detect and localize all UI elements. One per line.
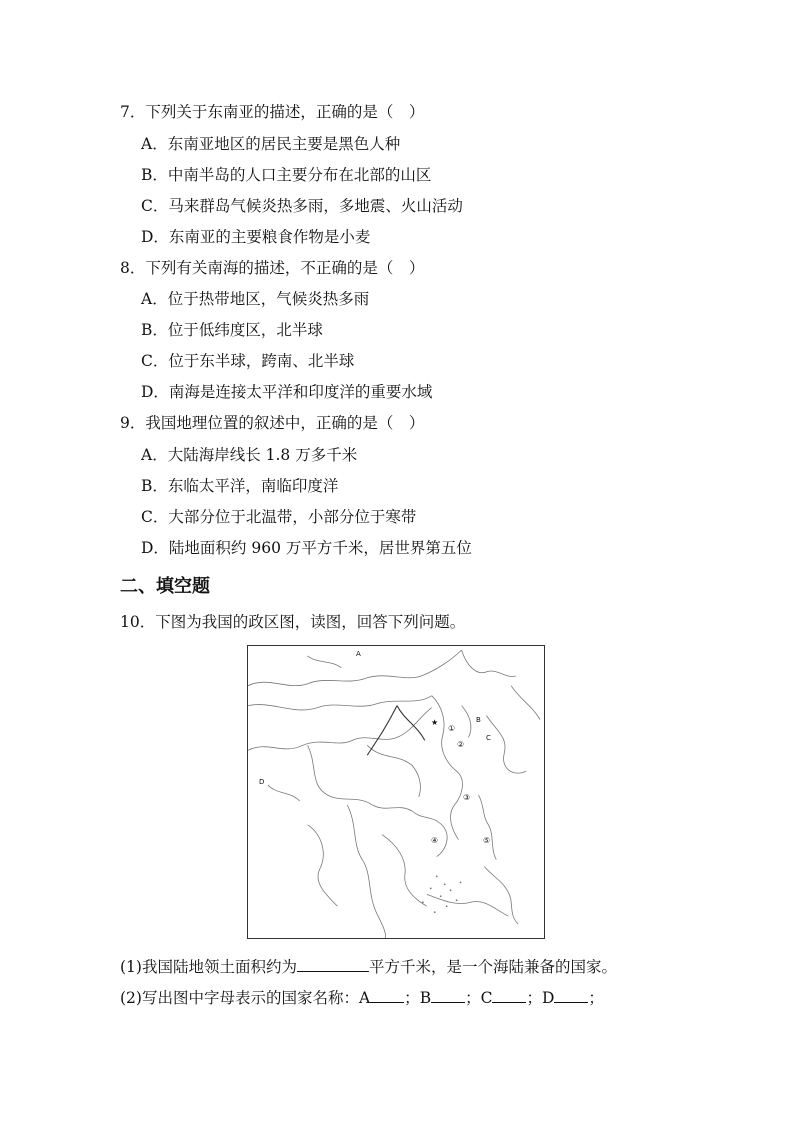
sub-2-label-b: B bbox=[419, 989, 432, 1007]
map-letter-b: B bbox=[476, 716, 481, 724]
sub-1-suffix: 平方千米，是一个海陆兼备的国家。 bbox=[368, 958, 617, 976]
question-8-option-d: D．南海是连接太平洋和印度洋的重要水域 bbox=[141, 383, 433, 401]
question-9-option-a: A．大陆海岸线长 1.8 万多千米 bbox=[141, 446, 358, 464]
sub-2-label-d: D bbox=[541, 989, 555, 1007]
question-8-option-a: A．位于热带地区，气候炎热多雨 bbox=[141, 290, 370, 308]
map-label-5: ⑤ bbox=[483, 836, 491, 845]
sub-2-prefix: (2)写出图中字母表示的国家名称： bbox=[120, 989, 359, 1007]
question-8-option-c: C．位于东半球，跨南、北半球 bbox=[141, 352, 355, 370]
map-label-2: ② bbox=[457, 740, 465, 749]
question-10-sub-2 bbox=[120, 987, 604, 1008]
question-10-stem: 10．下图为我国的政区图，读图，回答下列问题。 bbox=[120, 613, 466, 631]
map-label-3: ③ bbox=[463, 793, 471, 802]
sub-1-prefix: (1)我国陆地领土面积约为 bbox=[120, 958, 297, 976]
map-letter-d: D bbox=[259, 778, 265, 786]
sub-2-sep-4: ； bbox=[588, 989, 604, 1007]
sub-2-label-a: A bbox=[358, 989, 371, 1007]
section-title: 二、填空题 bbox=[120, 576, 210, 597]
question-7-stem: 7．下列关于东南亚的描述，正确的是（ ） bbox=[120, 103, 425, 121]
answer-blank-c[interactable] bbox=[492, 987, 526, 1003]
map-capital-star-icon: ★ bbox=[431, 718, 439, 727]
question-8-option-b: B．位于低纬度区，北半球 bbox=[141, 321, 323, 339]
sub-2-sep-1: ； bbox=[404, 989, 420, 1007]
answer-blank-b[interactable] bbox=[431, 987, 465, 1003]
question-7-option-d: D．东南亚的主要粮食作物是小麦 bbox=[141, 228, 371, 246]
question-7-option-b: B．中南半岛的人口主要分布在北部的山区 bbox=[141, 166, 432, 184]
question-7-option-c: C．马来群岛气候炎热多雨，多地震、火山活动 bbox=[141, 197, 463, 215]
answer-blank-d[interactable] bbox=[554, 987, 588, 1003]
map-letter-c: C bbox=[486, 734, 491, 742]
question-7-option-a: A．东南亚地区的居民主要是黑色人种 bbox=[141, 135, 401, 153]
political-map bbox=[247, 645, 545, 939]
question-9-option-d: D．陆地面积约 960 万平方千米，居世界第五位 bbox=[141, 539, 472, 557]
question-9-option-c: C．大部分位于北温带，小部分位于寒带 bbox=[141, 508, 417, 526]
map-label-1: ① bbox=[448, 724, 456, 733]
answer-blank-a[interactable] bbox=[370, 987, 404, 1003]
question-8-stem: 8．下列有关南海的描述，不正确的是（ ） bbox=[120, 259, 425, 277]
map-letter-a: A bbox=[356, 650, 361, 658]
sub-2-sep-3: ； bbox=[526, 989, 542, 1007]
sub-2-label-c: C bbox=[480, 989, 493, 1007]
question-9-stem: 9．我国地理位置的叙述中，正确的是（ ） bbox=[120, 414, 425, 432]
question-10-sub-1 bbox=[120, 956, 617, 977]
answer-blank-area[interactable] bbox=[297, 956, 369, 972]
map-label-4: ④ bbox=[431, 836, 439, 845]
question-9-option-b: B．东临太平洋，南临印度洋 bbox=[141, 477, 339, 495]
sub-2-sep-2: ； bbox=[465, 989, 481, 1007]
map-borders bbox=[248, 650, 540, 938]
